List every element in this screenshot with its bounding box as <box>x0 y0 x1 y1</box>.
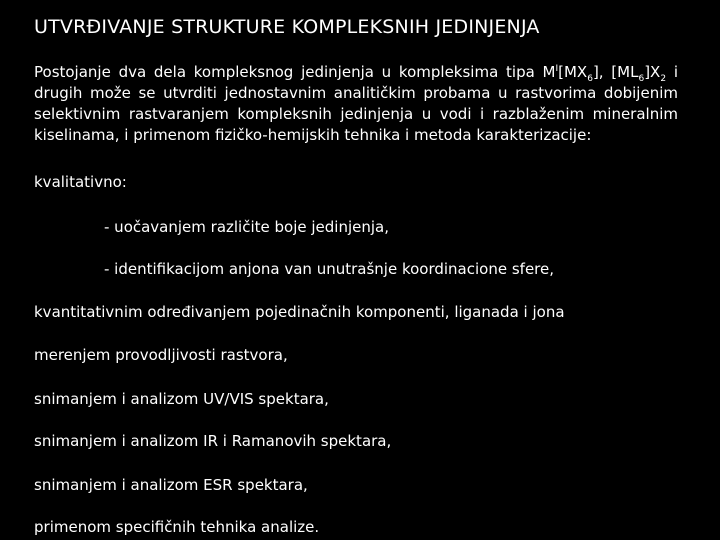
list-item-color: - uočavanjem različite boje jedinjenja, <box>104 218 389 236</box>
intro-text-start: Postojanje dva dela kompleksnog jedinjenja u kompleksima tipa M <box>34 63 556 81</box>
formula-1-main: [MX <box>558 63 588 81</box>
intro-text-end: i drugih može se utvrditi jednostavnim analitičkim probama u rastvorima dobijenim selektivnim rastvaranjem kompleksnih jedinjenja u vodi i razblaženim mineralnim kiselinama, i primenom fizičko-hemijskih tehnika i metoda karakterizacije: <box>34 63 678 144</box>
formula-2-subscript: 6 <box>638 74 645 84</box>
list-item-quantitative: kvantitativnim određivanjem pojedinačnih komponenti, liganada i jona <box>34 303 565 321</box>
list-item-ir-raman: snimanjem i analizom IR i Ramanovih spektara, <box>34 432 392 450</box>
list-item-esr: snimanjem i analizom ESR spektara, <box>34 476 308 494</box>
list-item-specific-techniques: primenom specifičnih tehnika analize. <box>34 518 320 536</box>
list-item-anion: - identifikacijom anjona van unutrašnje koordinacione sfere, <box>104 260 555 278</box>
formula-2-main: [ML <box>603 63 639 81</box>
slide-title: UTVRĐIVANJE STRUKTURE KOMPLEKSNIH JEDINJENJA <box>34 16 540 38</box>
formula-2-mid: ]X <box>644 63 661 81</box>
formula-1-subscript: 6 <box>587 74 593 84</box>
list-item-conductivity: merenjem provodljivosti rastvora, <box>34 346 288 364</box>
intro-paragraph <box>34 62 678 146</box>
formula-2-subscript-2: 2 <box>660 74 667 84</box>
formula-1-end: ], <box>592 63 604 81</box>
list-item-uv-vis: snimanjem i analizom UV/VIS spektara, <box>34 390 329 408</box>
formula-1-superscript: I <box>555 64 559 74</box>
qualitative-heading: kvalitativno: <box>34 173 127 191</box>
